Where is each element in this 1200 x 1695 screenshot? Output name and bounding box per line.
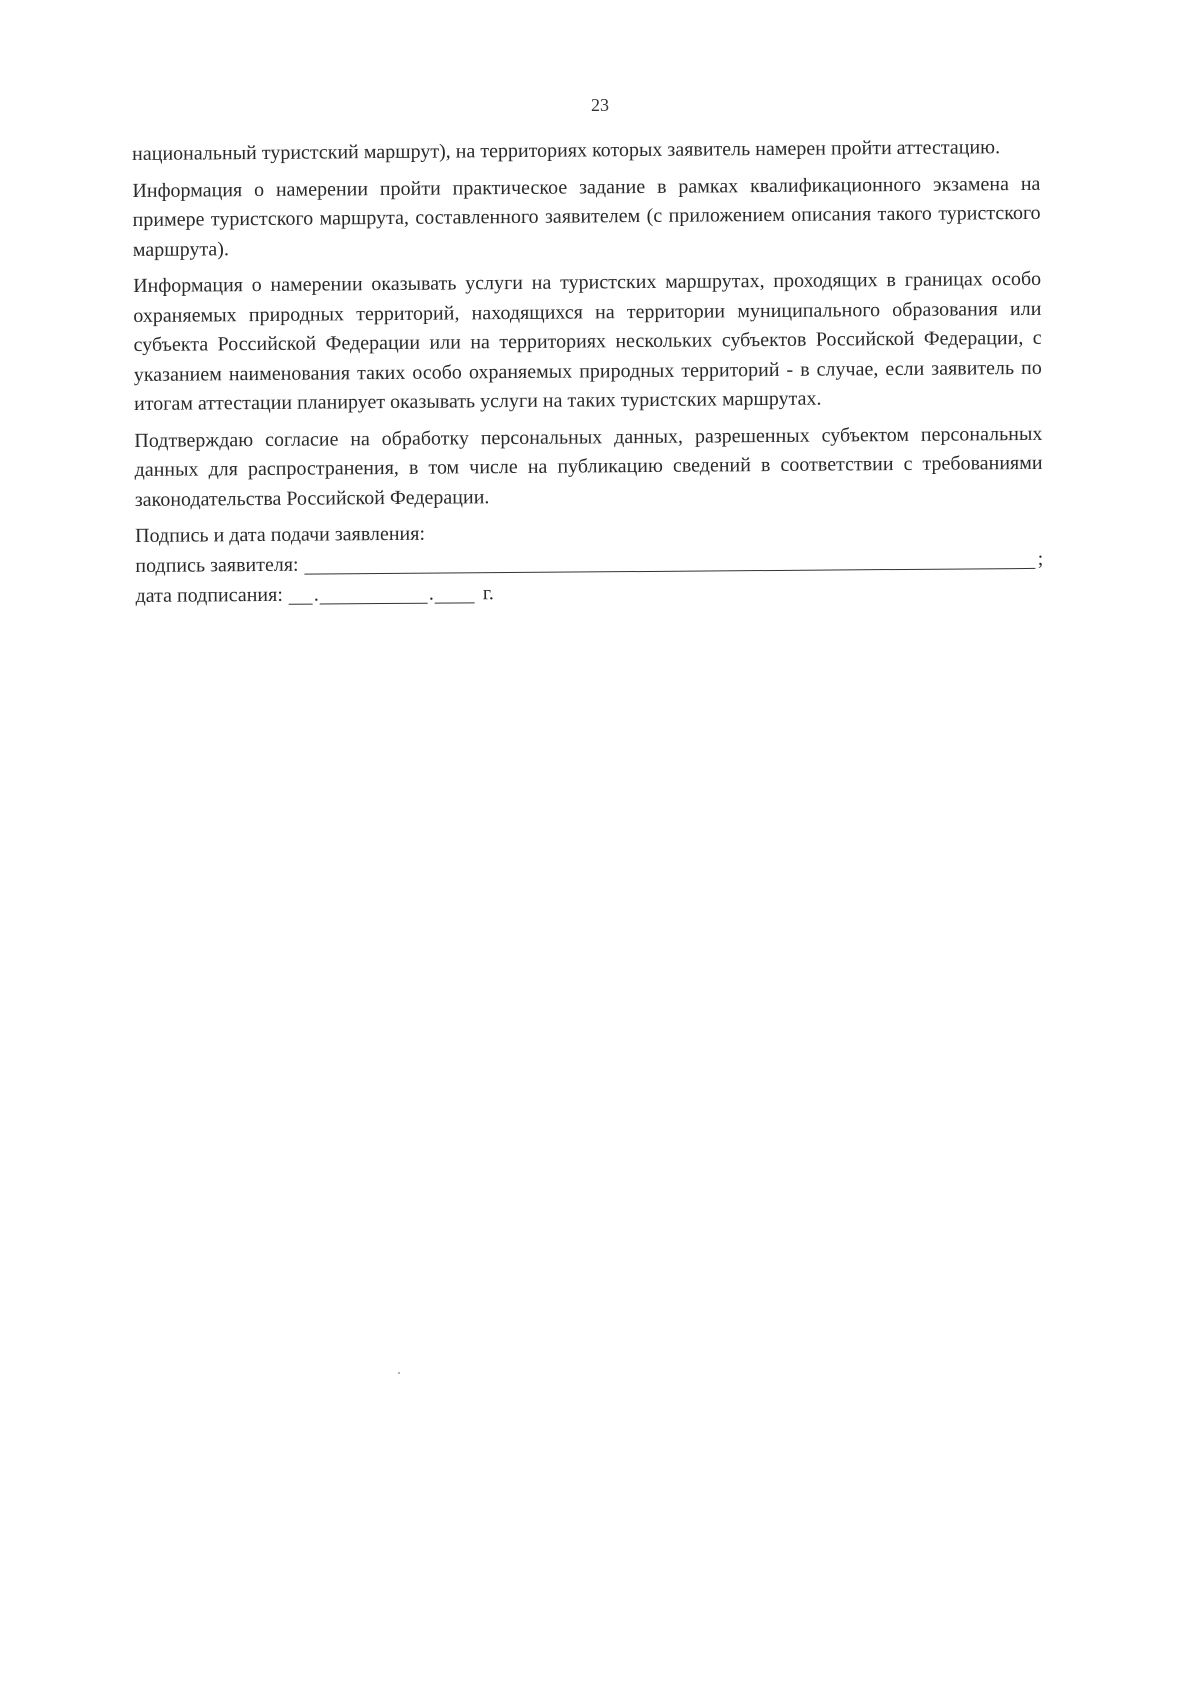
date-separator: . [313, 583, 319, 606]
date-separator: . [428, 582, 434, 605]
scan-speck [398, 1372, 400, 1374]
signature-label: подпись заявителя: [135, 553, 299, 577]
date-year-suffix: г. [482, 582, 494, 605]
paragraph-personal-data-consent: Подтверждаю согласие на обработку персональных данных, разрешенных субъектом персональных данных для распространения, в том числе на публикацию сведений в соответствии с требованиями законодательства Российской Федерации. [134, 422, 1043, 511]
paragraph-practical-task: Информация о намерении пройти практическое задание в рамках квалификационного экзамена на примере туристского маршрута, составленного заявителем (с приложением описания такого туристского маршрута). [132, 172, 1041, 261]
date-day-field[interactable] [289, 585, 313, 604]
date-year-field[interactable] [435, 584, 475, 603]
paragraph-route-continuation: национальный туристский маршрут), на территориях которых заявитель намерен пройти аттестацию. [132, 136, 1001, 165]
signature-field[interactable] [304, 549, 1035, 574]
paragraph-protected-areas: Информация о намерении оказывать услуги на туристских маршрутах, проходящих в границах особо охраняемых природных территорий, находящихся на территории муниципального образования или субъекта Российской Федерации или на территориях нескольких субъектов Российской Федерации, с указанием наименования таких особо охраняемых природных территорий - в случае, если заявитель по итогам аттестации планирует оказывать услуги на таких туристских маршрутах. [133, 267, 1042, 415]
document-body [132, 133, 1044, 612]
date-label: дата подписания: [135, 583, 283, 607]
date-row [135, 574, 1043, 611]
page-number: 23 [591, 95, 609, 115]
signature-heading: Подпись и дата подачи заявления: [135, 522, 426, 547]
signature-terminator: ; [1037, 547, 1044, 570]
date-month-field[interactable] [320, 584, 428, 604]
